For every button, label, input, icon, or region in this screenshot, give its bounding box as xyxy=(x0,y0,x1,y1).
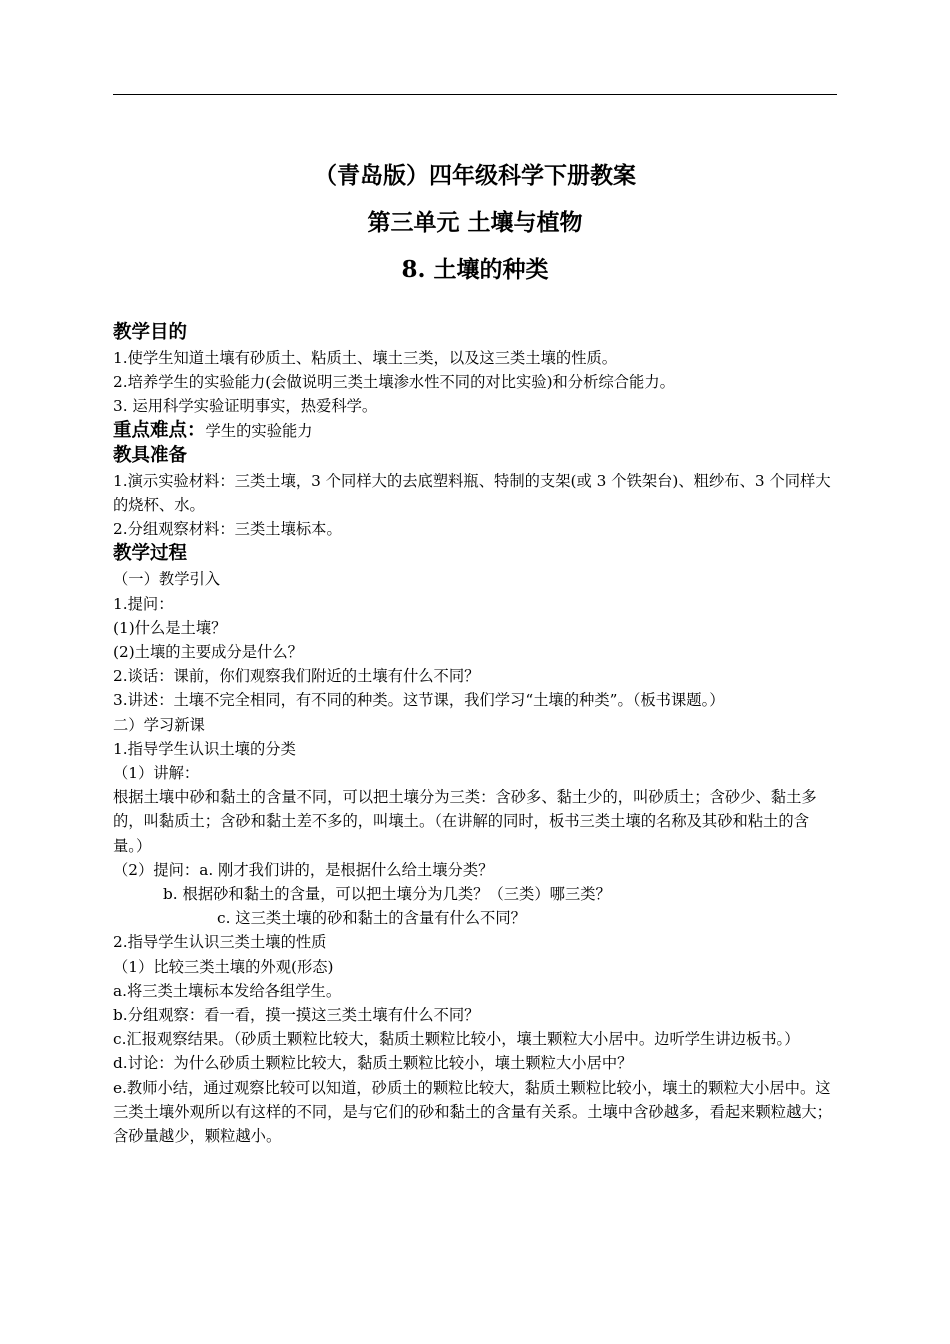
process-line: （一）教学引入 xyxy=(113,570,221,589)
process-line: (1)什么是土壤？ xyxy=(113,618,227,637)
process-line: 1.提问： xyxy=(113,594,174,613)
process-line: (2)土壤的主要成分是什么？ xyxy=(113,643,303,662)
process-line: 2.指导学生认识三类土壤的性质 xyxy=(113,933,327,952)
lesson-title: 8. 土壤的种类 xyxy=(401,256,549,283)
process-line: （2）提问：a. 刚才我们讲的，是根据什么给土壤分类？ xyxy=(113,860,494,879)
process-line: d.讨论：为什么砂质土颗粒比较大，黏质土颗粒比较小，壤土颗粒大小居中？ xyxy=(113,1054,633,1073)
process-line: a.将三类土壤标本发给各组学生。 xyxy=(113,981,342,1000)
process-line: 1.指导学生认识土壤的分类 xyxy=(113,739,296,758)
process-line: （1）讲解： xyxy=(113,764,200,783)
materials-heading: 教具准备 xyxy=(113,444,188,466)
process-line: 根据土壤中砂和黏土的含量不同，可以把土壤分为三类：含砂多、黏土少的，叫砂质土；含砂少、黏土多的，叫黏质土；含砂和黏土差不多的，叫壤土。（在讲解的同时，板书三类土壤的名称及其砂和粘土的含量。） xyxy=(113,788,817,855)
materials-item: 1.演示实验材料：三类土壤，3 个同样大的去底塑料瓶、特制的支架(或 3 个铁架台)、粗纱布、3 个同样大的烧杯、水。 xyxy=(113,471,831,515)
document-title: （青岛版）四年级科学下册教案 xyxy=(314,162,636,189)
process-line: 3.讲述：土壤不完全相同，有不同的种类。这节课，我们学习“土壤的种类”。（板书课题。） xyxy=(113,691,725,710)
objective-item: 1.使学生知道土壤有砂质土、粘质土、壤土三类，以及这三类土壤的性质。 xyxy=(113,349,618,367)
key-difficulty-label: 重点难点： xyxy=(113,419,206,441)
header-rule xyxy=(113,94,837,95)
process-line: 2.谈话：课前，你们观察我们附近的土壤有什么不同？ xyxy=(113,667,480,686)
process-heading: 教学过程 xyxy=(113,543,188,565)
process-line: （1）比较三类土壤的外观(形态) xyxy=(113,957,334,976)
document-body xyxy=(113,320,837,1148)
objectives-heading: 教学目的 xyxy=(113,322,188,343)
key-difficulty xyxy=(113,419,837,443)
process-line: b.分组观察：看一看，摸一摸这三类土壤有什么不同？ xyxy=(113,1006,480,1025)
materials-item: 2.分组观察材料：三类土壤标本。 xyxy=(113,520,342,539)
title-block xyxy=(113,152,837,293)
unit-title: 第三单元 土壤与植物 xyxy=(367,209,583,236)
process-line: 二）学习新课 xyxy=(113,715,205,734)
process-line: c. 这三类土壤的砂和黏土的含量有什么不同？ xyxy=(217,909,526,928)
process-line: c.汇报观察结果。（砂质土颗粒比较大，黏质土颗粒比较小，壤土颗粒大小居中。边听学生讲边板书。） xyxy=(113,1030,800,1049)
process-line: b. 根据砂和黏土的含量，可以把土壤分为几类？（三类）哪三类？ xyxy=(163,885,611,904)
objective-item: 2.培养学生的实验能力(会做说明三类土壤渗水性不同的对比实验)和分析综合能力。 xyxy=(113,373,675,392)
key-difficulty-text: 学生的实验能力 xyxy=(205,421,313,440)
process-line: e.教师小结，通过观察比较可以知道，砂质土的颗粒比较大，黏质土颗粒比较小，壤土的颗粒大小居中。这三类土壤外观所以有这样的不同，是与它们的砂和黏土的含量有关系。土壤中含砂越多，看起来颗粒越大；含砂量越少，颗粒越小。 xyxy=(113,1078,832,1146)
objective-item: 3. 运用科学实验证明事实，热爱科学。 xyxy=(113,397,378,416)
